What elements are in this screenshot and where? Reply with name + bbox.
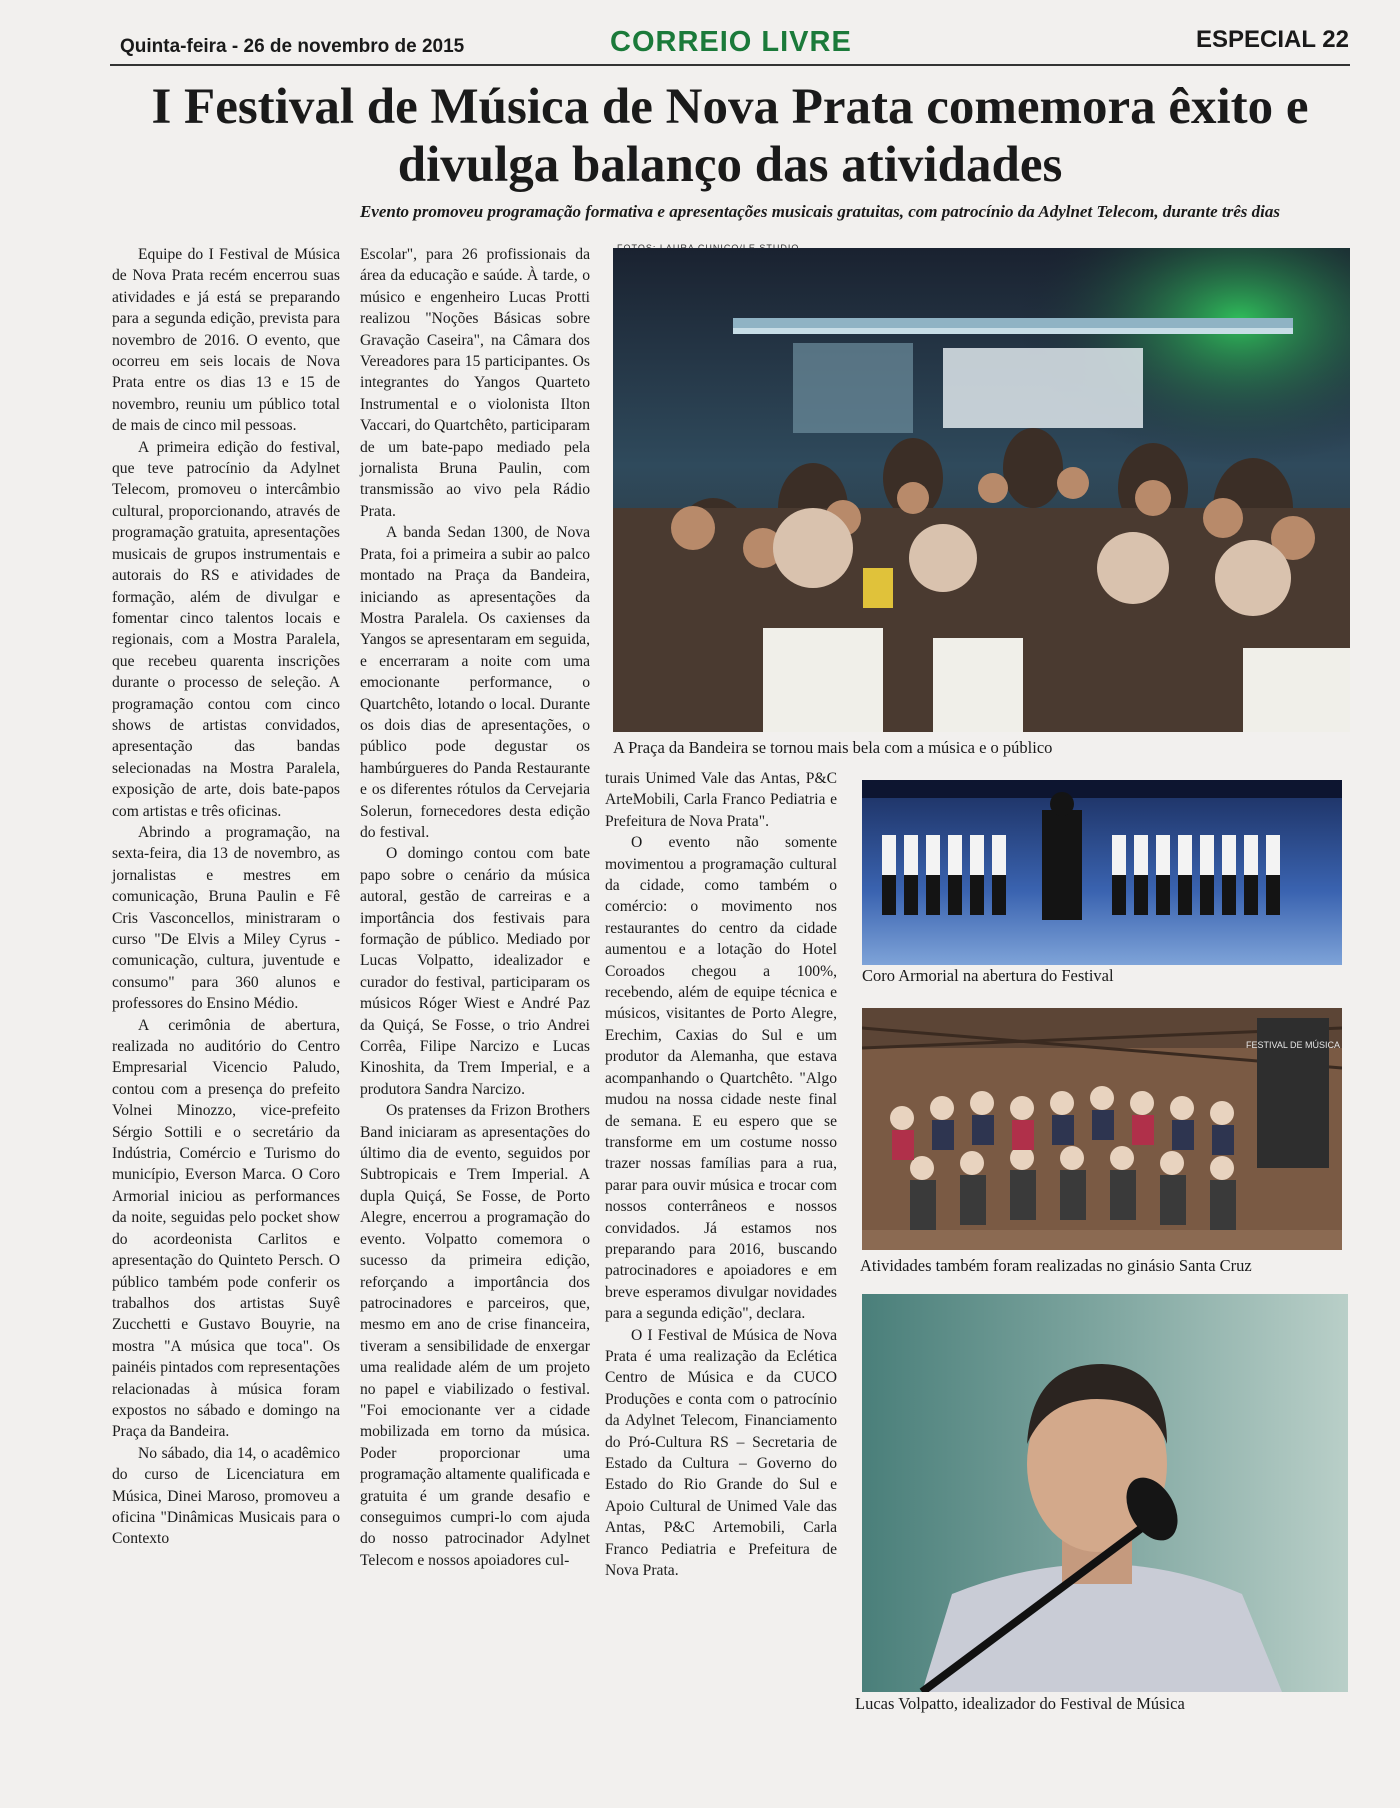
article-subheadline: Evento promoveu programação formativa e apresentações musicais gratuitas, com patrocínio da Adylnet Telecom, durante três dias bbox=[359, 202, 1280, 221]
photo-caption: Lucas Volpatto, idealizador do Festival de Música bbox=[855, 1694, 1185, 1713]
photo-choir bbox=[862, 780, 1342, 965]
paragraph: Abrindo a programação, na sexta-feira, dia 13 de novembro, as jornalistas e mestres em comunicação, Bruna Paulin e Fê Cris Vasconcellos, ministraram o curso "De Elvis a Miley Cyrus - comunicação, cultura, juventude e consumo" para 360 alunos e professores do Ensino Médio. bbox=[112, 823, 340, 1013]
photo-crowd-praca bbox=[613, 248, 1350, 732]
paragraph: No sábado, dia 14, o acadêmico do curso de Licenciatura em Música, Dinei Maroso, promoveu a oficina "Dinâmicas Musicais para o Contexto bbox=[112, 1444, 340, 1548]
paragraph: A primeira edição do festival, que teve patrocínio da Adylnet Telecom, promoveu o intercâmbio cultural, proporcionando, através de programação gratuita, apresentações musicais de grupos instrumentais e autorais do RS e atividades de formação, além de divulgar e fomentar cinco talentos locais e regionais, com a Mostra Paralela, que recebeu quarenta inscrições durante o processo de seleção. A programação contou com cinco shows de artistas convidados, apresentação das bandas selecionadas na Mostra Paralela, exposição de arte, dois bate-papos com artistas e três oficinas. bbox=[112, 438, 340, 820]
paragraph: Escolar", para 26 profissionais da área da educação e saúde. À tarde, o músico e engenheiro Lucas Protti realizou "Noções Básicas sobre Gravação Caseira", na Câmara dos Vereadores para 15 participantes. Os integrantes do Yangos Quarteto Instrumental e o violonista Ilton Vaccari, do Quartchêto, participaram de um bate-papo mediado pela jornalista Bruna Paulin, com transmissão ao vivo pela Rádio Prata. bbox=[360, 246, 590, 520]
publication-name: CORREIO LIVRE bbox=[610, 26, 852, 58]
photo-caption: A Praça da Bandeira se tornou mais bela com a música e o público bbox=[613, 738, 1053, 757]
festival-banner-text: FESTIVAL DE MÚSICA bbox=[1245, 1040, 1341, 1050]
issue-date: Quinta-feira - 26 de novembro de 2015 bbox=[120, 36, 465, 57]
paragraph: A cerimônia de abertura, realizada no auditório do Centro Empresarial Vicencio Paludo, contou com a presença do prefeito Volnei Minozzo, vice-prefeito Sérgio Sottili e o secretário da Indústria, Comércio e Turismo do município, Everson Marca. O Coro Armorial iniciou as performances da noite, seguidas pelo pocket show do acordeonista Carlitos e apresentação do Quinteto Persch. O público também pode conferir os trabalhos dos artistas Suyê Zucchetti e Gustavo Bouyrie, na mostra "A música que toca". Os painéis pintados com representações relacionadas à música foram expostos no sábado e domingo na Praça da Bandeira. bbox=[112, 1016, 340, 1441]
photo-caption: Atividades também foram realizadas no ginásio Santa Cruz bbox=[860, 1256, 1252, 1275]
article-headline: I Festival de Música de Nova Prata comemora êxito e divulga balanço das atividades bbox=[151, 79, 1309, 193]
paragraph: O evento não somente movimentou a programação cultural da cidade, como também o comércio: o movimento nos restaurantes do centro da cidade aumentou e a lotação do Hotel Coroados chegou a 100%, recebendo, além de equipe técnica e músicos, visitantes de Porto Alegre, Erechim, Caxias do Sul e um produtor da Alemanha, que estava acompanhando o Quartchêto. "Algo mudou na nossa cidade neste final de semana. E eu espero que se transforme em um costume nosso trazer nossas famílias para a rua, parar para ouvir música e trocar com nossos conterrâneos e nossos convidados. Já estamos nos preparando para 2016, buscando patrocinadores e apoiadores e em breve esperamos divulgar novidades para a segunda edição", declara. bbox=[605, 834, 837, 1323]
text-column-2 bbox=[360, 244, 590, 1571]
portrait-photo-graphic bbox=[862, 1294, 1348, 1692]
paragraph: O I Festival de Música de Nova Prata é uma realização da Eclética Centro de Música e da CUCO Produções e conta com o patrocínio da Adylnet Telecom, Financiamento do Pró-Cultura RS – Secretaria de Estado da Cultura – Governo do Estado do Rio Grande do Sul e Apoio Cultural de Unimed Vale das Antas, P&C Artemobili, Carla Franco Pediatria e Prefeitura de Nova Prata. bbox=[605, 1326, 837, 1580]
paragraph: A banda Sedan 1300, de Nova Prata, foi a primeira a subir ao palco montado na Praça da Bandeira, iniciando as apresentações da Mostra Paralela. Os caxienses da Yangos se apresentaram em seguida, e encerraram a noite com uma emocionante performance, o Quartchêto, lotando o local. Durante os dois dias de apresentações, o público pode degustar os hambúrgueres do Panda Restaurante e os diferentes rótulos da Cervejaria Solerun, fornecedores desta edição do festival. bbox=[360, 524, 590, 841]
crowd-photo-graphic bbox=[613, 248, 1350, 732]
section-page-number: ESPECIAL 22 bbox=[1196, 26, 1349, 53]
photo-group-gym bbox=[862, 1008, 1342, 1250]
group-photo-graphic bbox=[862, 1008, 1342, 1250]
text-column-3 bbox=[605, 768, 837, 1581]
paragraph: turais Unimed Vale das Antas, P&C ArteMobili, Carla Franco Pediatria e Prefeitura de Nova Prata". bbox=[605, 770, 837, 830]
paragraph: Equipe do I Festival de Música de Nova Prata recém encerrou suas atividades e já está se preparando para a segunda edição, prevista para novembro de 2016. O evento, que ocorreu em seis locais de Nova Prata entre os dias 13 e 15 de novembro, reuniu um público total de mais de cinco mil pessoas. bbox=[112, 246, 340, 435]
photo-caption: Coro Armorial na abertura do Festival bbox=[862, 966, 1114, 985]
paragraph: Os pratenses da Frizon Brothers Band iniciaram as apresentações do último dia de evento, seguidos por Subtropicais e Trem Imperial. A dupla Quiçá, Se Fosse, de Porto Alegre, encerrou a programação do evento. Volpatto comemora o sucesso da primeira edição, reforçando a importância dos patrocinadores e parceiros, que, mesmo em ano de crise financeira, tiveram a sensibilidade de enxergar uma realidade além de um projeto no papel e viabilizado o festival. "Foi emocionante ver a cidade mobilizada em torno da música. Poder proporcionar uma programação altamente qualificada e gratuita é um grande desafio e conseguimos cumpri-lo com ajuda do nosso patrocinador Adylnet Telecom e nossos apoiadores cul- bbox=[360, 1102, 590, 1569]
photo-lucas-volpatto bbox=[862, 1294, 1348, 1692]
paragraph: O domingo contou com bate papo sobre o cenário da música autoral, gestão de carreiras e a importância dos festivais para formação de público. Mediado por Lucas Volpatto, idealizador e curador do festival, participaram os músicos Róger Wiest e André Paz da Quiçá, Se Fosse, o trio Andrei Corrêa, Filipe Narcizo e Lucas Kinoshita, da Trem Imperial, e a produtora Sandra Narcizo. bbox=[360, 845, 590, 1098]
header-divider bbox=[110, 64, 1350, 66]
text-column-1 bbox=[112, 244, 340, 1550]
choir-photo-graphic bbox=[862, 780, 1342, 965]
